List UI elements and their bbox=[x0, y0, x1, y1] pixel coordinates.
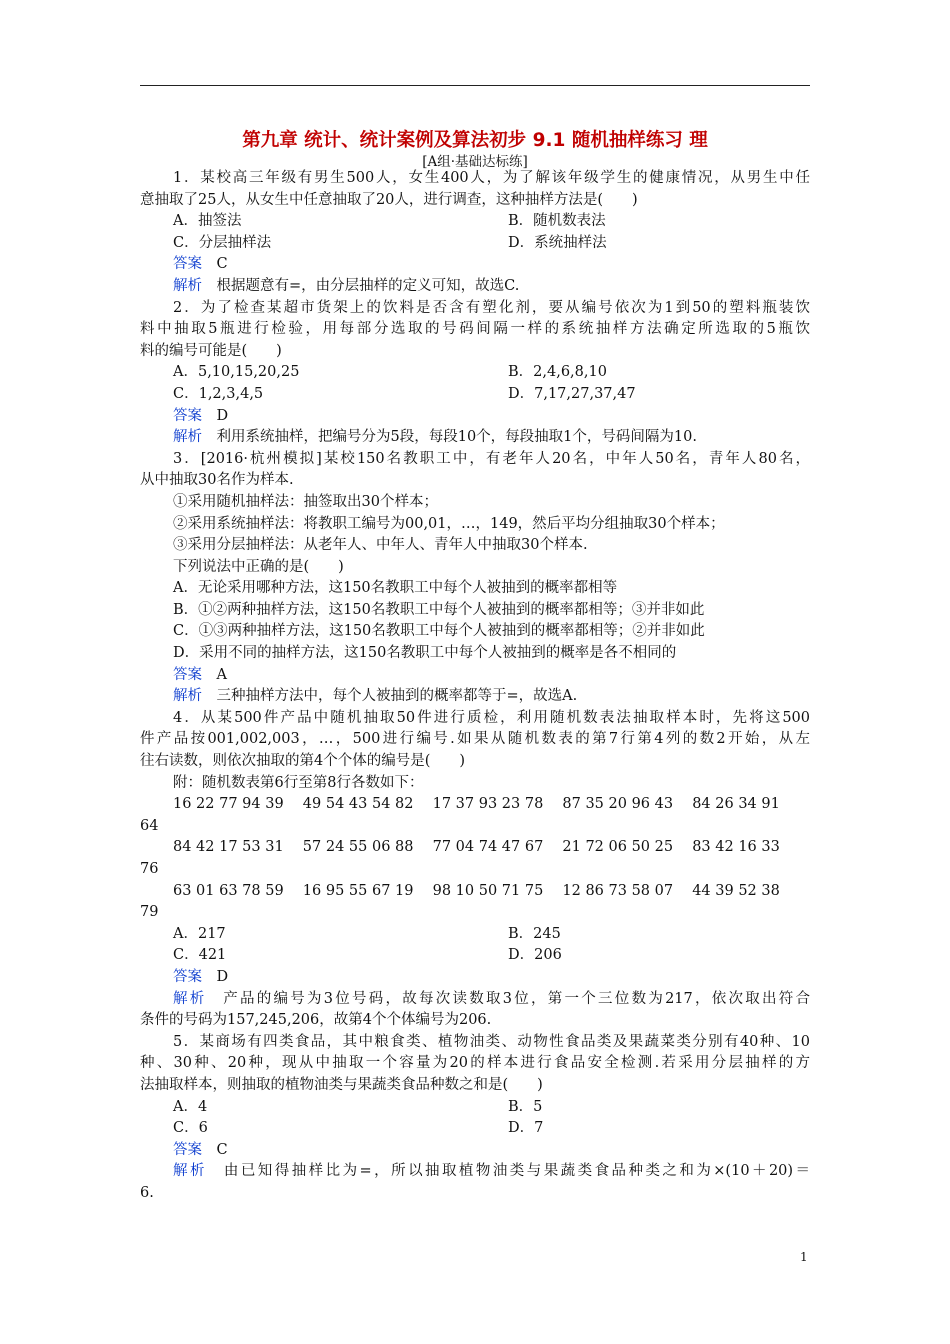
question-stem-line: 种、30种、20种，现从中抽取一个容量为20的样本进行食品安全检测.若采用分层抽样的方 bbox=[140, 1055, 810, 1072]
analysis-label: 解析 bbox=[173, 1163, 207, 1180]
analysis-text: 三种抽样方法中，每个人被抽到的概率都等于=，故选A. bbox=[216, 688, 578, 705]
options-row bbox=[140, 233, 810, 255]
answer-value: D bbox=[216, 968, 229, 985]
option-a: A．无论采用哪种方法，这150名教职工中每个人被抽到的概率都相等 bbox=[173, 580, 618, 597]
analysis-line bbox=[140, 276, 810, 298]
random-table-row: 63 01 63 78 59 16 95 55 67 19 98 10 50 71 75 12 86 73 58 07 44 39 52 38 bbox=[173, 882, 780, 899]
section-subtitle: [A组·基础达标练] bbox=[422, 154, 528, 170]
random-table-row-tail: 76 bbox=[140, 861, 159, 877]
page-number: 1 bbox=[800, 1250, 808, 1264]
answer-value: C bbox=[216, 1141, 228, 1158]
option-d: D．采用不同的抽样方法，这150名教职工中每个人被抽到的概率是各不相同的 bbox=[173, 645, 677, 662]
question-stem-line: 法抽取样本，则抽取的植物油类与果蔬类食品种数之和是( ) bbox=[140, 1076, 543, 1093]
analysis-text: 根据题意有=，由分层抽样的定义可知，故选C. bbox=[216, 277, 520, 294]
option-c: C．1,2,3,4,5 bbox=[173, 385, 264, 402]
option-b: B．2,4,6,8,10 bbox=[508, 364, 607, 381]
option-a: A．4 bbox=[173, 1098, 208, 1115]
question-stem-line: 从中抽取30名作为样本. bbox=[140, 472, 294, 489]
options-row bbox=[140, 945, 810, 967]
random-table-row: 16 22 77 94 39 49 54 43 54 82 17 37 93 23 78 87 35 20 96 43 84 26 34 91 bbox=[173, 796, 780, 813]
question-5 bbox=[140, 1032, 810, 1205]
question-stem-line: 料中抽取5瓶进行检验，用每部分选取的号码间隔一样的系统抽样方法确定所选取的5瓶饮 bbox=[140, 321, 810, 338]
option-a: A．抽签法 bbox=[173, 213, 242, 230]
option-d: D．系统抽样法 bbox=[508, 234, 607, 251]
analysis-line bbox=[140, 427, 810, 449]
page-title: 第九章 统计、统计案例及算法初步 9.1 随机抽样练习 理 bbox=[242, 130, 708, 151]
question-4 bbox=[140, 708, 810, 1032]
random-table-row: 84 42 17 53 31 57 24 55 06 88 77 04 74 47 67 21 72 06 50 25 83 42 16 33 bbox=[173, 839, 780, 856]
analysis-label: 解析 bbox=[173, 990, 207, 1007]
question-2 bbox=[140, 298, 810, 449]
answer-label: 答案 bbox=[173, 256, 202, 273]
option-c: C．421 bbox=[173, 947, 227, 964]
question-1 bbox=[140, 168, 810, 298]
answer-label: 答案 bbox=[173, 1141, 202, 1158]
option-b: B．随机数表法 bbox=[508, 213, 606, 230]
answer-value: A bbox=[216, 666, 227, 683]
answer-label: 答案 bbox=[173, 666, 202, 683]
answer-value: C bbox=[216, 256, 228, 273]
analysis-line bbox=[140, 1161, 810, 1183]
option-b: B．5 bbox=[508, 1098, 543, 1115]
option-c: C．分层抽样法 bbox=[173, 234, 272, 251]
option-d: D．7 bbox=[508, 1120, 544, 1137]
question-stem-line: 1．某校高三年级有男生500人，女生400人，为了解该年级学生的健康情况，从男生中任 bbox=[173, 170, 810, 186]
answer-label: 答案 bbox=[173, 407, 202, 424]
random-table-row-tail: 64 bbox=[140, 817, 159, 834]
header-rule bbox=[140, 85, 810, 86]
options-row bbox=[140, 362, 810, 384]
option-a: A．5,10,15,20,25 bbox=[173, 364, 300, 381]
option-c: C．6 bbox=[173, 1120, 208, 1137]
question-prompt: 下列说法中正确的是( ) bbox=[173, 558, 344, 575]
answer-line bbox=[140, 665, 810, 687]
analysis-text: 利用系统抽样，把编号分为5段，每段10个，每段抽取1个，号码间隔为10. bbox=[216, 429, 697, 446]
question-stem-line: 往右读数，则依次抽取的第4个个体的编号是( ) bbox=[140, 753, 466, 770]
option-d: D．7,17,27,37,47 bbox=[508, 385, 636, 402]
analysis-line bbox=[140, 686, 810, 708]
analysis-label: 解析 bbox=[173, 429, 202, 446]
answer-label: 答案 bbox=[173, 968, 202, 985]
options-row bbox=[140, 1097, 810, 1119]
analysis-line: 条件的号码为157,245,206，故第4个个体编号为206. bbox=[140, 1012, 492, 1029]
analysis-text: 产品的编号为3位号码，故每次读数取3位，第一个三位数为217，依次取出符合 bbox=[223, 990, 810, 1007]
options-row bbox=[140, 211, 810, 233]
method-line: ③采用分层抽样法：从老年人、中年人、青年人中抽取30个样本. bbox=[173, 537, 588, 554]
table-intro: 附：随机数表第6行至第8行各数如下： bbox=[173, 774, 424, 791]
answer-line bbox=[140, 406, 810, 428]
options-row bbox=[140, 384, 810, 406]
question-stem-line: 件产品按001,002,003，…，500进行编号.如果从随机数表的第7行第4列的数2开始，从左 bbox=[140, 731, 810, 748]
analysis-label: 解析 bbox=[173, 688, 202, 705]
question-stem-line: 意抽取了25人，从女生中任意抽取了20人，进行调查，这种抽样方法是( ) bbox=[140, 191, 638, 208]
answer-line bbox=[140, 254, 810, 276]
analysis-line bbox=[140, 989, 810, 1011]
analysis-line: 6. bbox=[140, 1184, 154, 1201]
analysis-label: 解析 bbox=[173, 277, 202, 294]
question-stem-line: 料的编号可能是( ) bbox=[140, 342, 282, 359]
random-table-row-tail: 79 bbox=[140, 904, 159, 921]
method-line: ①采用随机抽样法：抽签取出30个样本； bbox=[173, 493, 438, 510]
answer-line bbox=[140, 1140, 810, 1162]
option-c: C．①③两种抽样方法，这150名教职工中每个人被抽到的概率都相等；②并非如此 bbox=[173, 623, 705, 640]
option-d: D．206 bbox=[508, 947, 562, 964]
answer-value: D bbox=[216, 407, 229, 424]
question-3 bbox=[140, 449, 810, 708]
content bbox=[140, 168, 810, 1205]
analysis-text: 由已知得抽样比为=，所以抽取植物油类与果蔬类食品种类之和为×(10＋20)＝ bbox=[223, 1163, 810, 1180]
method-line: ②采用系统抽样法：将教职工编号为00,01，…，149，然后平均分组抽取30个样本； bbox=[173, 515, 725, 532]
options-row bbox=[140, 1118, 810, 1140]
options-row bbox=[140, 924, 810, 946]
question-stem-line: 3．[2016·杭州模拟]某校150名教职工中，有老年人20名，中年人50名，青年人80名， bbox=[173, 450, 810, 467]
question-stem-line: 4．从某500件产品中随机抽取50件进行质检，利用随机数表法抽取样本时，先将这500 bbox=[173, 709, 810, 726]
question-stem-line: 5．某商场有四类食品，其中粮食类、植物油类、动物性食品类及果蔬菜类分别有40种、10 bbox=[173, 1033, 810, 1050]
option-b: B．245 bbox=[508, 925, 561, 942]
answer-line bbox=[140, 967, 810, 989]
question-stem-line: 2．为了检查某超市货架上的饮料是否含有塑化剂，要从编号依次为1到50的塑料瓶装饮 bbox=[173, 299, 810, 316]
option-b: B．①②两种抽样方法，这150名教职工中每个人被抽到的概率都相等；③并非如此 bbox=[173, 601, 705, 618]
option-a: A．217 bbox=[173, 925, 226, 942]
